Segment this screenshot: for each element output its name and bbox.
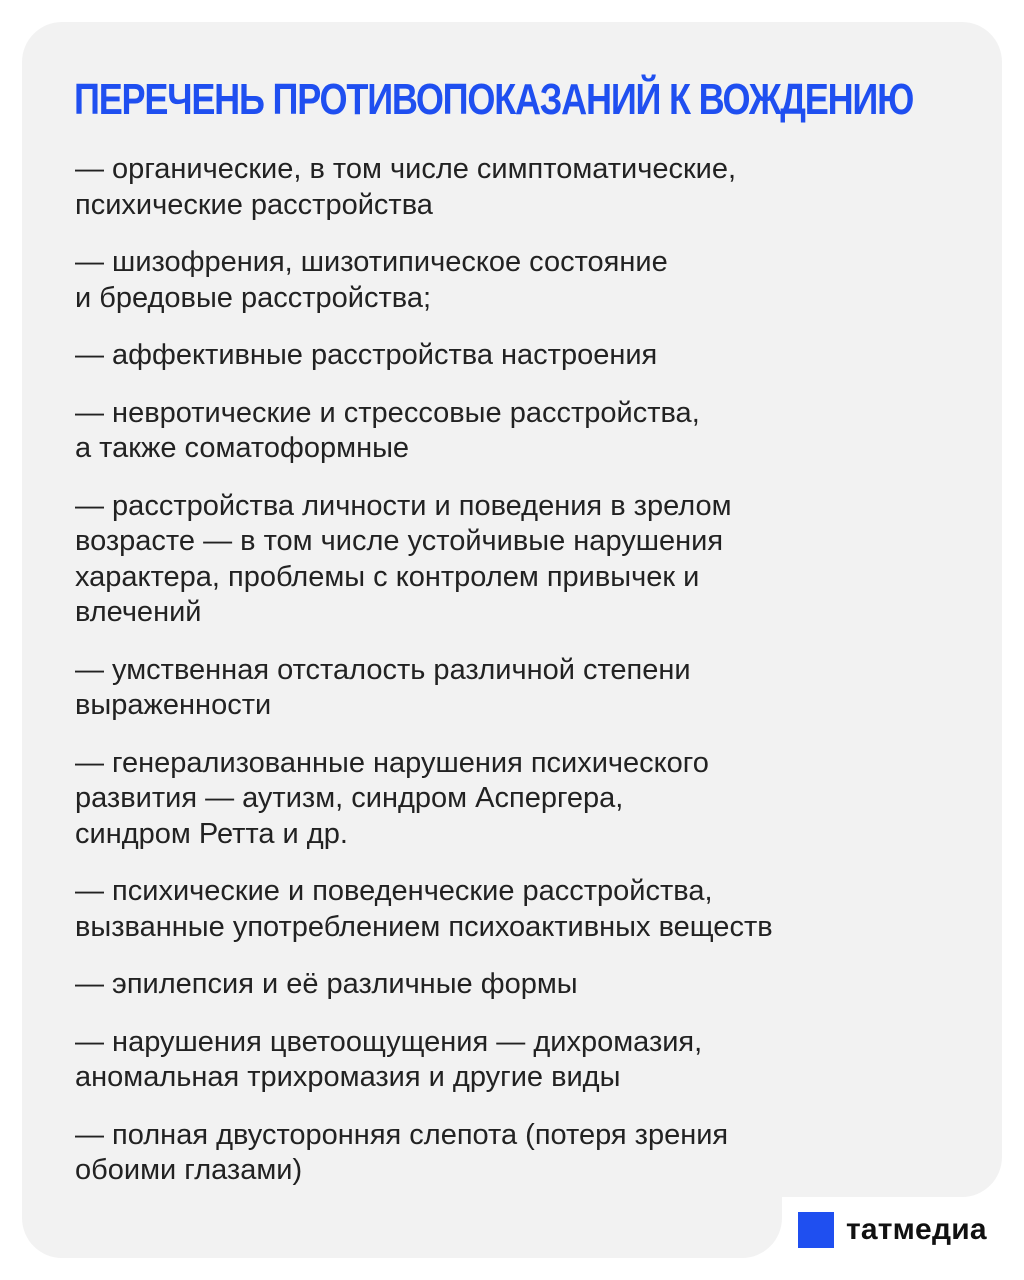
brand-name: татмедиа [846,1213,987,1246]
list-item: — эпилепсия и её различные формы [75,968,578,1000]
brand-square-icon [798,1212,834,1248]
contraindications-list [75,152,935,1211]
list-item: — психические и поведенческие расстройства, вызванные употреблением психоактивных веществ [75,875,773,943]
page-title: ПЕРЕЧЕНЬ ПРОТИВОПОКАЗАНИЙ К ВОЖДЕНИЮ [74,75,914,124]
list-item: — умственная отсталость различной степени выраженности [75,653,691,721]
list-item: — шизофрения, шизотипическое состояние и бредовые расстройства; [75,246,668,314]
brand-logo [798,1210,987,1250]
list-item: — нарушения цветоощущения — дихромазия, аномальная трихромазия и другие виды [75,1025,703,1093]
list-item: — генерализованные нарушения психического развития — аутизм, синдром Аспергера, синдром Ретта и др. [75,746,709,850]
list-item: — полная двусторонняя слепота (потеря зрения обоими глазами) [75,1118,729,1186]
list-item: — расстройства личности и поведения в зрелом возрасте — в том числе устойчивые нарушения характера, проблемы с контролем привычек и влечений [75,489,732,628]
list-item: — органические, в том числе симптоматические, психические расстройства [75,153,737,221]
list-item: — невротические и стрессовые расстройства, а также соматоформные [75,396,700,464]
list-item: — аффективные расстройства настроения [75,339,658,371]
